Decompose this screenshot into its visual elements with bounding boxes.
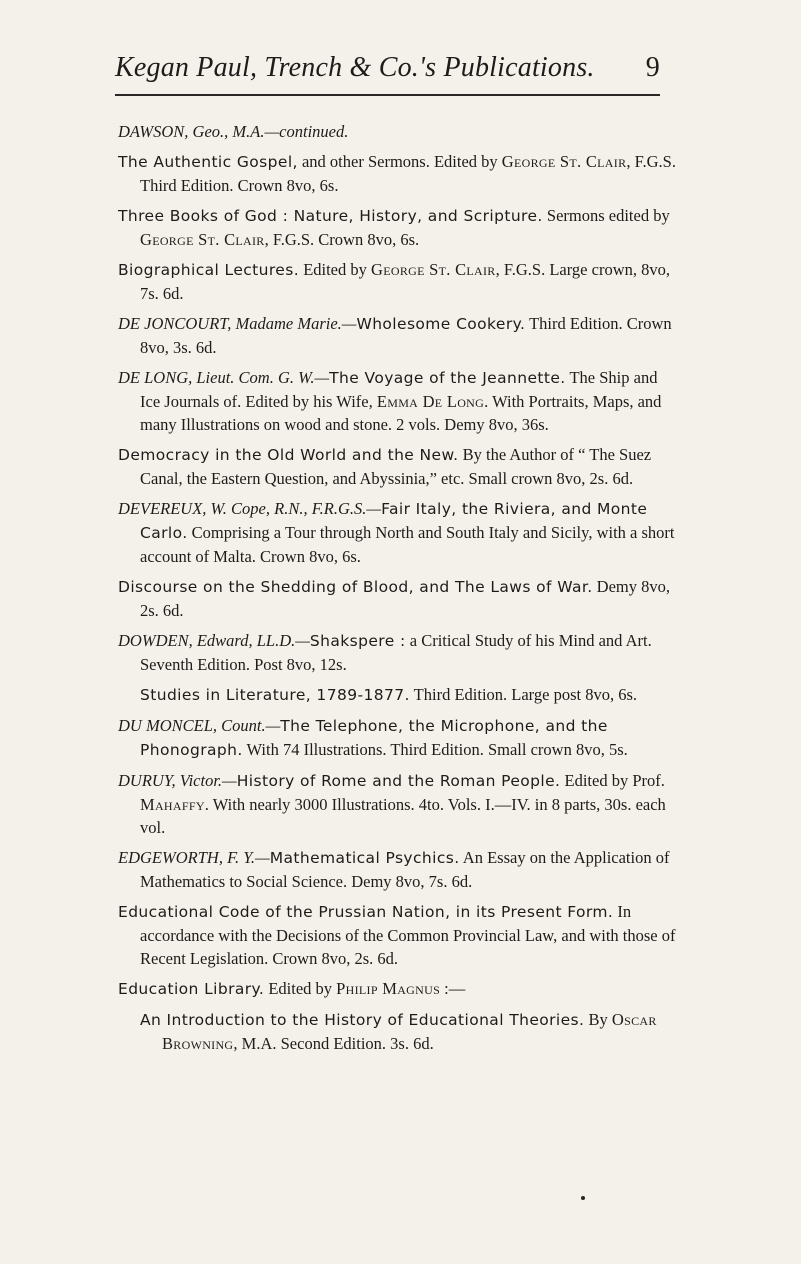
entry-work-title: An Introduction to the History of Educational Theories. (140, 1011, 585, 1029)
entry-details: An Essay on the Application of Mathematics to Social Science. Demy 8vo, 7s. 6d. (140, 848, 670, 891)
entry-work-title: Wholesome Cookery. (356, 315, 526, 333)
entry-editor: Oscar Browning (162, 1010, 657, 1053)
entry-editor: George St. Clair (501, 152, 627, 171)
entry-editor: Emma De Long (376, 392, 485, 411)
entry-details: Edited by (299, 260, 372, 279)
entry-details: Third Edition. Large post 8vo, 6s. (409, 685, 638, 704)
entry-details: , F.G.S. Crown 8vo, 6s. (264, 230, 420, 249)
entry-author: DE LONG, Lieut. Com. G. W.— (118, 368, 330, 387)
entry-editor: Philip Magnus (336, 979, 441, 998)
catalogue-entry (118, 900, 678, 970)
entry-details: Sermons edited by (542, 206, 670, 225)
catalogue-entry (140, 1008, 678, 1055)
entries-list (118, 120, 678, 1062)
entry-details: , M.A. Second Edition. 3s. 6d. (233, 1034, 434, 1053)
entry-author: DE JONCOURT, Madame Marie.— (118, 314, 357, 333)
entry-work-title: Studies in Literature, 1789-1877. (140, 686, 410, 704)
entry-author: DAWSON, Geo., M.A.—continued. (118, 122, 349, 141)
running-header (115, 52, 660, 96)
entry-work-title: Democracy in the Old World and the New. (118, 446, 459, 464)
catalogue-entry (118, 312, 678, 359)
entry-details: Edited by Prof. (560, 771, 665, 790)
entry-editor: Mahaffy (140, 795, 205, 814)
catalogue-entry (118, 769, 678, 839)
catalogue-entry (140, 683, 678, 707)
catalogue-entry (118, 204, 678, 251)
entry-details: Comprising a Tour through North and South Italy and Sicily, with a short account of Malta. Crown 8vo, 6s. (140, 523, 675, 566)
entry-work-title: The Authentic Gospel, (118, 153, 298, 171)
entry-details: , F.G.S. Third Edition. Crown 8vo, 6s. (140, 152, 676, 195)
entry-details: The Ship and Ice Journals of. Edited by his Wife, (140, 368, 658, 411)
entry-work-title: Education Library. (118, 980, 265, 998)
entry-work-title: History of Rome and the Roman People. (236, 772, 561, 790)
page-number: 9 (645, 52, 660, 83)
entry-work-title: Educational Code of the Prussian Nation, in its Present Form. (118, 903, 614, 921)
entry-details: Third Edition. Crown 8vo, 3s. 6d. (140, 314, 672, 357)
entry-author: DOWDEN, Edward, LL.D.— (118, 631, 310, 650)
catalogue-entry (118, 977, 678, 1001)
entry-work-title: The Voyage of the Jeannette. (329, 369, 566, 387)
catalogue-entry (118, 629, 678, 676)
catalogue-entry (118, 497, 678, 568)
entry-work-title: Shakspere : (309, 632, 406, 650)
catalogue-entry (118, 150, 678, 197)
entry-work-title: Mathematical Psychics. (269, 849, 460, 867)
entry-work-title: Fair Italy, the Riviera, and Monte Carlo. (140, 500, 648, 542)
entry-details: . With nearly 3000 Illustrations. 4to. Vols. I.—IV. in 8 parts, 30s. each vol. (140, 795, 666, 837)
entry-details: By (584, 1010, 612, 1029)
entry-details: By the Author of “ The Suez Canal, the Eastern Question, and Abyssinia,” etc. Small crown 8vo, 2s. 6d. (140, 445, 652, 488)
entry-author: DURUY, Victor.— (118, 771, 237, 790)
catalogue-entry (118, 714, 678, 762)
catalogue-entry (118, 575, 678, 622)
entry-details: . With Portraits, Maps, and many Illustrations on wood and stone. 2 vols. Demy 8vo, 36s. (140, 392, 662, 434)
catalogue-entry (118, 366, 678, 436)
entry-author: DEVEREUX, W. Cope, R.N., F.R.G.S.— (118, 499, 382, 518)
entry-work-title: Discourse on the Shedding of Blood, and The Laws of War. (118, 578, 593, 596)
header-title: Kegan Paul, Trench & Co.'s Publications. (115, 52, 595, 83)
entry-details: Edited by (264, 979, 337, 998)
entry-work-title: The Telephone, the Microphone, and the Phonograph. (140, 717, 608, 759)
entry-details: In accordance with the Decisions of the Common Provincial Law, and with those of Recent Legislation. Crown 8vo, 2s. 6d. (140, 902, 676, 968)
entry-work-title: Biographical Lectures. (118, 261, 300, 279)
entry-details: and other Sermons. Edited by (297, 152, 502, 171)
entry-author: EDGEWORTH, F. Y.— (118, 848, 270, 867)
print-speck (581, 1196, 585, 1200)
entry-editor: George St. Clair (371, 260, 496, 279)
catalogue-entry (118, 443, 678, 490)
entry-details: , F.G.S. Large crown, 8vo, 7s. 6d. (140, 260, 670, 303)
catalogue-entry (118, 120, 678, 143)
catalogue-entry (118, 258, 678, 305)
entry-details: Demy 8vo, 2s. 6d. (140, 577, 670, 620)
entry-details: With 74 Illustrations. Third Edition. Small crown 8vo, 5s. (242, 740, 628, 759)
entry-editor: George St. Clair (140, 230, 265, 249)
entry-details: a Critical Study of his Mind and Art. Seventh Edition. Post 8vo, 12s. (140, 631, 652, 674)
entry-work-title: Three Books of God : Nature, History, and Scripture. (118, 207, 543, 225)
catalogue-entry (118, 846, 678, 893)
entry-details: :— (440, 979, 466, 998)
entry-author: DU MONCEL, Count.— (118, 716, 281, 735)
